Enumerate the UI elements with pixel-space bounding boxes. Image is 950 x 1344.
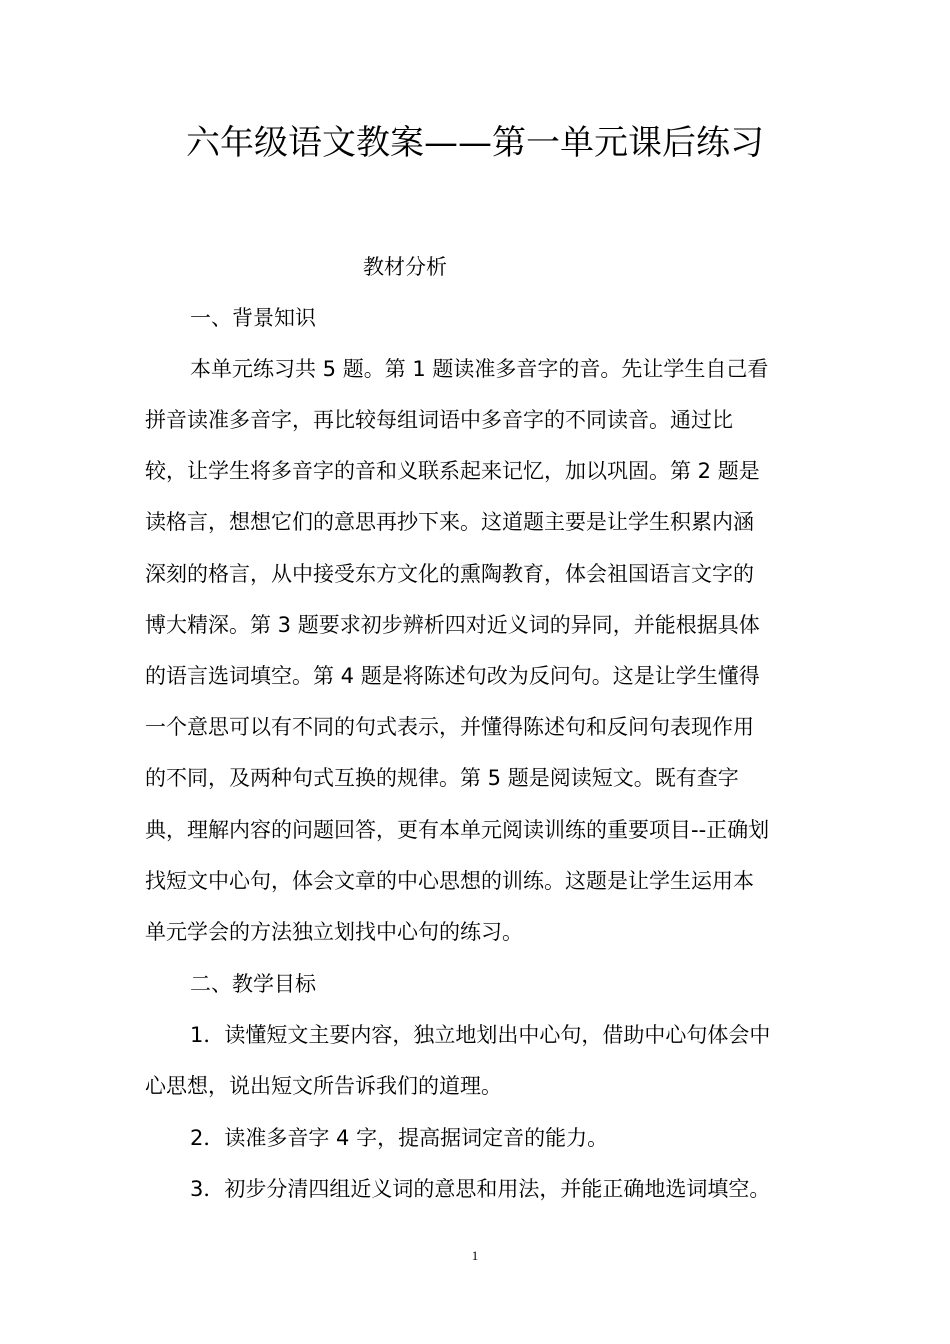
subheading-objectives: 二、教学目标: [190, 972, 316, 996]
paragraph-line: 拼音读准多音字，再比较每组词语中多音字的不同读音。通过比: [145, 408, 733, 432]
paragraph-line: 的语言选词填空。第 4 题是将陈述句改为反问句。这是让学生懂得: [145, 664, 760, 688]
document-title: 六年级语文教案——第一单元课后练习: [186, 123, 764, 163]
subheading-background: 一、背景知识: [190, 306, 316, 330]
paragraph-line: 典，理解内容的问题回答，更有本单元阅读训练的重要项目--正确划: [145, 818, 770, 842]
objective-item-2: 2．读准多音字 4 字，提高据词定音的能力。: [190, 1126, 609, 1150]
section-heading: 教材分析: [363, 255, 447, 279]
objective-item-3: 3．初步分清四组近义词的意思和用法，并能正确地选词填空。: [190, 1177, 771, 1201]
paragraph-line: 找短文中心句，体会文章的中心思想的训练。这题是让学生运用本: [145, 869, 754, 893]
paragraph-line: 本单元练习共 5 题。第 1 题读准多音字的音。先让学生自己看: [190, 357, 769, 381]
paragraph-line: 较，让学生将多音字的音和义联系起来记忆，加以巩固。第 2 题是: [145, 459, 760, 483]
paragraph-line: 深刻的格言，从中接受东方文化的熏陶教育，体会祖国语言文字的: [145, 562, 754, 586]
paragraph-line: 博大精深。第 3 题要求初步辨析四对近义词的异同，并能根据具体: [145, 613, 760, 637]
paragraph-line: 读格言，想想它们的意思再抄下来。这道题主要是让学生积累内涵: [145, 510, 754, 534]
paragraph-line: 单元学会的方法独立划找中心句的练习。: [145, 920, 523, 944]
objective-item-1-continued: 心思想，说出短文所告诉我们的道理。: [145, 1074, 502, 1098]
objective-item-1: 1．读懂短文主要内容，独立地划出中心句，借助中心句体会中: [190, 1023, 771, 1047]
paragraph-line: 一个意思可以有不同的句式表示，并懂得陈述句和反问句表现作用: [145, 715, 754, 739]
paragraph-line: 的不同，及两种句式互换的规律。第 5 题是阅读短文。既有查字: [145, 766, 739, 790]
page-number: 1: [471, 1248, 479, 1263]
